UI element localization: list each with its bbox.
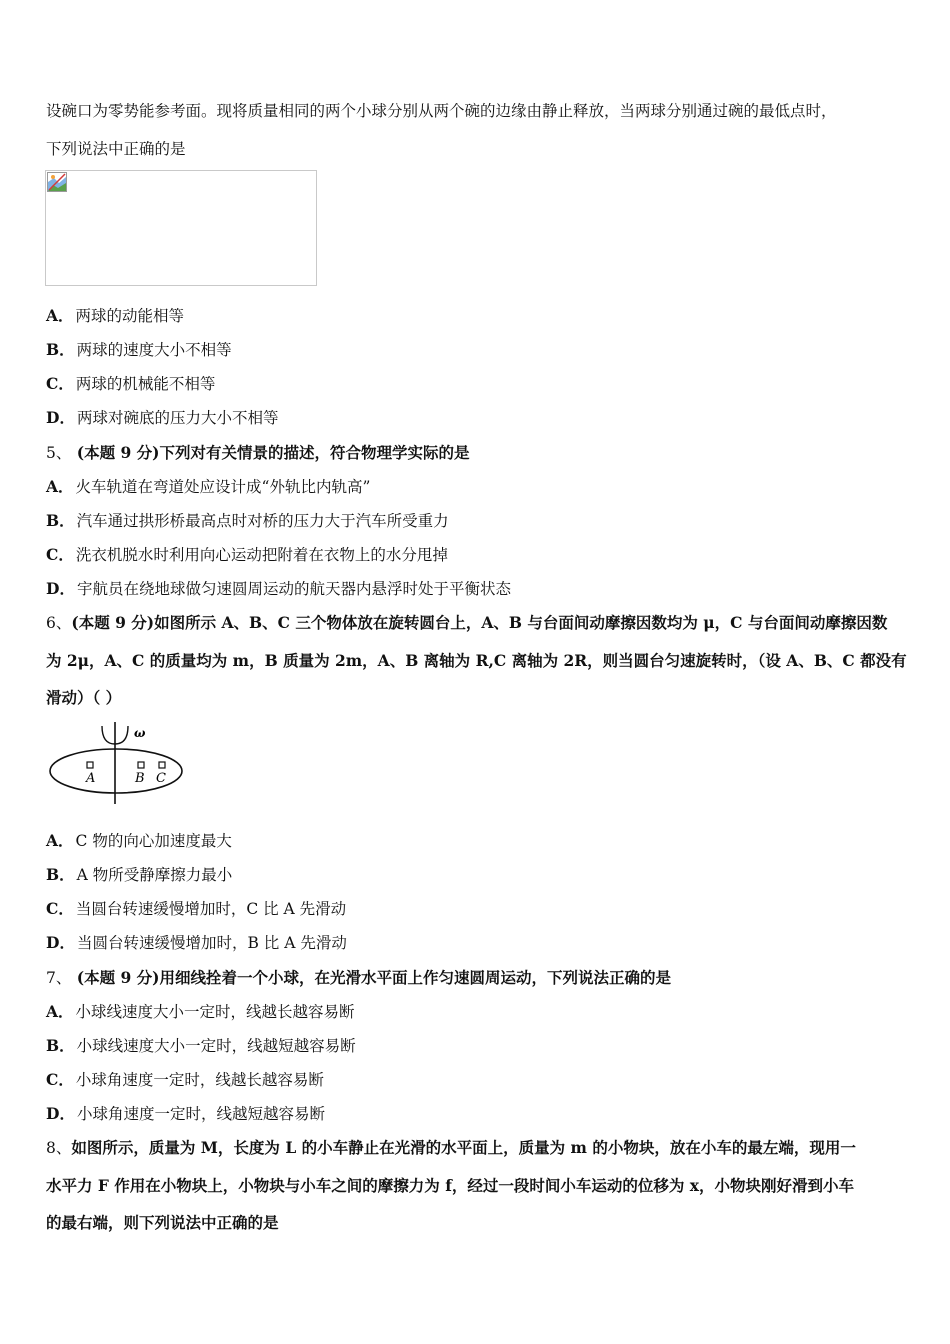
option-letter: A．: [46, 306, 74, 325]
option-letter: C．: [46, 1070, 74, 1089]
option-text: 洗衣机脱水时利用向心运动把附着在衣物上的水分甩掉: [75, 546, 448, 564]
broken-image-icon: [47, 172, 67, 192]
option-letter: D．: [46, 1104, 75, 1123]
omega-label: ω: [134, 726, 146, 740]
q4-option-c: [46, 374, 908, 394]
option-text: 小球线速度大小一定时，线越短越容易断: [76, 1037, 356, 1055]
q6-stem-line1: [46, 613, 908, 633]
option-letter: D．: [46, 579, 75, 598]
label-b: B: [135, 771, 145, 786]
option-text: 小球线速度大小一定时，线越长越容易断: [75, 1003, 355, 1021]
option-text: 两球的动能相等: [75, 307, 185, 325]
block-a: [87, 762, 93, 768]
option-text: 宇航员在绕地球做匀速圆周运动的航天器内悬浮时处于平衡状态: [76, 580, 511, 598]
label-a: A: [86, 771, 96, 786]
q4-option-b: [46, 340, 908, 360]
question-number: 7、: [46, 969, 72, 987]
q5-option-d: [46, 579, 908, 599]
q7-option-d: [46, 1104, 908, 1124]
q4-missing-figure: [45, 170, 317, 286]
q6-option-a: [46, 831, 908, 851]
block-c: [159, 762, 165, 768]
option-text: 两球对碗底的压力大小不相等: [76, 409, 279, 427]
q4-stem-line1: 设碗口为零势能参考面。现将质量相同的两个小球分别从两个碗的边缘由静止释放，当两球分别通过碗的最低点时，: [46, 102, 837, 120]
question-stem: (本题 9 分)用细线拴着一个小球，在光滑水平面上作匀速圆周运动，下列说法正确的是: [71, 968, 672, 987]
q7-option-a: [46, 1002, 908, 1022]
q4-stem-line2: 下列说法中正确的是: [46, 140, 186, 158]
q6-option-c: [46, 899, 908, 919]
q4-option-a: [46, 306, 908, 326]
option-letter: B．: [46, 1036, 75, 1055]
option-letter: A．: [46, 477, 74, 496]
q7-option-c: [46, 1070, 908, 1090]
option-letter: C．: [46, 374, 74, 393]
q6-option-b: [46, 865, 908, 885]
option-letter: A．: [46, 1002, 74, 1021]
q8-stem-line1: [46, 1138, 908, 1158]
q5-option-c: [46, 545, 908, 565]
q8-stem-line2: 水平力 F 作用在小物块上，小物块与小车之间的摩擦力为 f，经过一段时间小车运动的位移为 x，小物块刚好滑到小车: [46, 1176, 855, 1195]
option-text: 两球的机械能不相等: [75, 375, 216, 393]
option-text: C 物的向心加速度最大: [75, 832, 232, 850]
q5-stem: [46, 443, 908, 463]
q6-stem-line2: 为 2μ，A、C 的质量均为 m，B 质量为 2m，A、B 离轴为 R,C 离轴为 2R，则当圆台匀速旋转时，（设 A、B、C 都没有: [46, 651, 907, 670]
option-text: 小球角速度一定时，线越短越容易断: [76, 1105, 325, 1123]
q7-stem: [46, 968, 908, 988]
q7-option-b: [46, 1036, 908, 1056]
q6-stem-line3: 滑动）（ ）: [46, 688, 122, 707]
option-text: 两球的速度大小不相等: [76, 341, 232, 359]
question-stem: (本题 9 分)如图所示 A、B、C 三个物体放在旋转圆台上，A、B 与台面间动摩擦因数均为 μ，C 与台面间动摩擦因数: [71, 613, 888, 632]
option-letter: D．: [46, 933, 75, 952]
option-letter: A．: [46, 831, 74, 850]
option-letter: B．: [46, 511, 75, 530]
option-text: 汽车通过拱形桥最高点时对桥的压力大于汽车所受重力: [76, 512, 449, 530]
option-text: 小球角速度一定时，线越长越容易断: [75, 1071, 324, 1089]
question-number: 8、: [46, 1139, 72, 1157]
option-letter: B．: [46, 865, 75, 884]
q6-turntable-diagram: [46, 722, 186, 808]
question-number: 6、: [46, 614, 72, 632]
option-text: A 物所受静摩擦力最小: [76, 866, 233, 884]
option-letter: C．: [46, 545, 74, 564]
option-letter: D．: [46, 408, 75, 427]
q6-option-d: [46, 933, 908, 953]
option-letter: C．: [46, 899, 74, 918]
q5-option-a: [46, 477, 908, 497]
option-text: 当圆台转速缓慢增加时，C 比 A 先滑动: [75, 900, 347, 918]
q8-stem-line3: 的最右端，则下列说法中正确的是: [46, 1213, 279, 1232]
question-number: 5、: [46, 444, 72, 462]
block-b: [138, 762, 144, 768]
q4-option-d: [46, 408, 908, 428]
question-stem: 如图所示，质量为 M，长度为 L 的小车静止在光滑的水平面上，质量为 m 的小物块，放在小车的最左端，现用一: [71, 1138, 856, 1157]
option-text: 当圆台转速缓慢增加时，B 比 A 先滑动: [76, 934, 347, 952]
q5-option-b: [46, 511, 908, 531]
label-c: C: [156, 771, 166, 786]
option-letter: B．: [46, 340, 75, 359]
option-text: 火车轨道在弯道处应设计成“外轨比内轨高”: [75, 478, 371, 496]
question-stem: (本题 9 分)下列对有关情景的描述，符合物理学实际的是: [71, 443, 470, 462]
